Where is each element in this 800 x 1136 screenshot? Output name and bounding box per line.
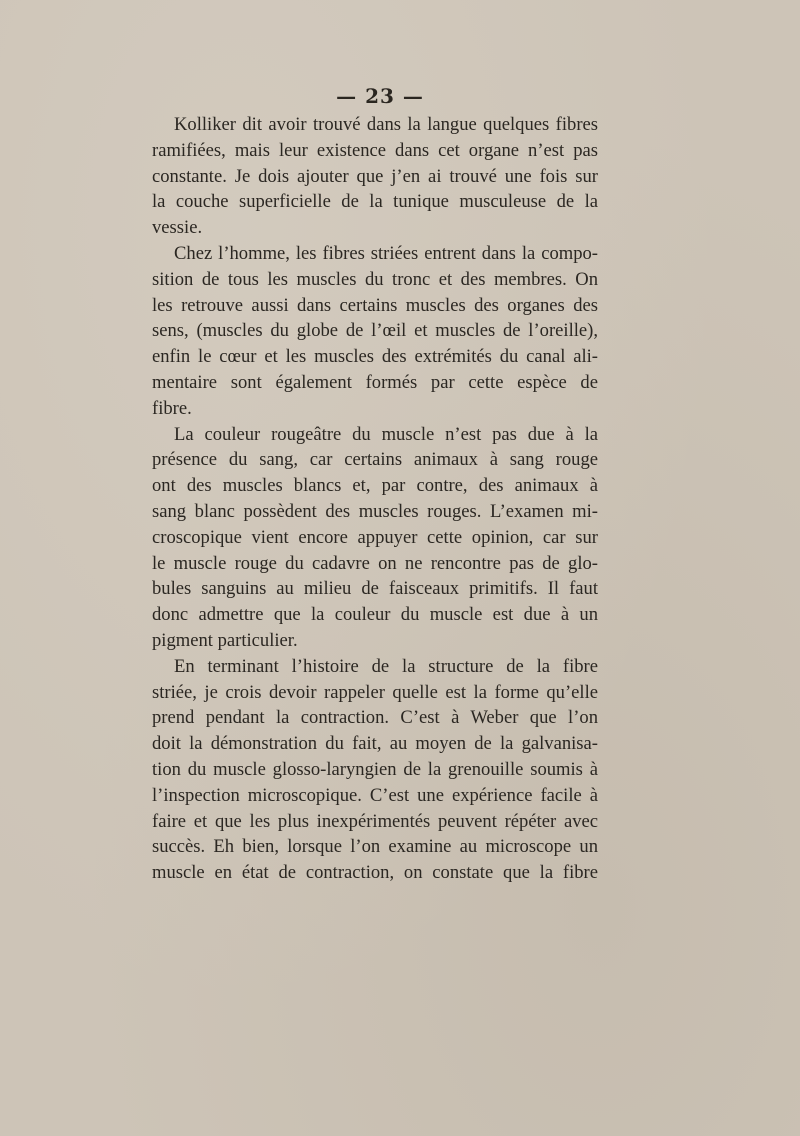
text-line: croscopique vient encore appuyer cette opinion, car sur [152,526,598,548]
body-text [152,112,598,886]
text-line: mentaire sont également formés par cette espèce de [152,371,598,393]
text-line: l’inspection microscopique. C’est une expérience facile à [152,784,598,806]
text-line: sition de tous les muscles du tronc et des membres. On [152,268,598,290]
text-line: les retrouve aussi dans certains muscles des organes des [152,294,598,316]
text-line: muscle en état de contraction, on constate que la fibre [152,862,598,884]
text-line: Kolliker dit avoir trouvé dans la langue quelques fibres [174,114,598,135]
text-line: succès. Eh bien, lorsque l’on examine au microscope un [152,836,598,858]
text-line: fibre. [152,397,192,419]
text-line: En terminant l’histoire de la structure de la fibre [174,655,598,677]
page-number: — 23 — [336,84,424,108]
text-line: ramifiées, mais leur existence dans cet organe n’est pas [152,139,598,161]
text-line: vessie. [152,217,203,239]
text-line: doit la démonstration du fait, au moyen de la galvanisa- [152,733,598,755]
text-line: le muscle rouge du cadavre on ne rencontre pas de glo- [152,552,598,574]
text-line: présence du sang, car certains animaux à sang rouge [152,449,598,471]
text-line: constante. Je dois ajouter que j’en ai trouvé une fois sur [152,165,598,187]
text-line: bules sanguins au milieu de faisceaux primitifs. Il faut [152,578,598,600]
text-line: Chez l’homme, les fibres striées entrent dans la compo- [174,242,598,264]
text-line: sang blanc possèdent des muscles rouges. L’examen mi- [152,500,598,522]
text-line: striée, je crois devoir rappeler quelle est la forme qu’elle [152,681,598,703]
text-line: enfin le cœur et les muscles des extrémités du canal ali- [152,346,598,368]
text-line: la couche superficielle de la tunique musculeuse de la [152,191,598,213]
text-line: prend pendant la contraction. C’est à Weber que l’on [152,707,598,729]
text-line: tion du muscle glosso-laryngien de la grenouille soumis à [152,758,598,780]
text-line: La couleur rougeâtre du muscle n’est pas due à la [174,423,598,445]
text-line: donc admettre que la couleur du muscle est due à un [152,604,598,626]
text-line: faire et que les plus inexpérimentés peuvent répéter avec [152,810,598,832]
text-line: sens, (muscles du globe de l’œil et muscles de l’oreille), [152,320,598,342]
text-line: pigment particulier. [152,629,298,651]
text-line: ont des muscles blancs et, par contre, des animaux à [152,475,598,497]
